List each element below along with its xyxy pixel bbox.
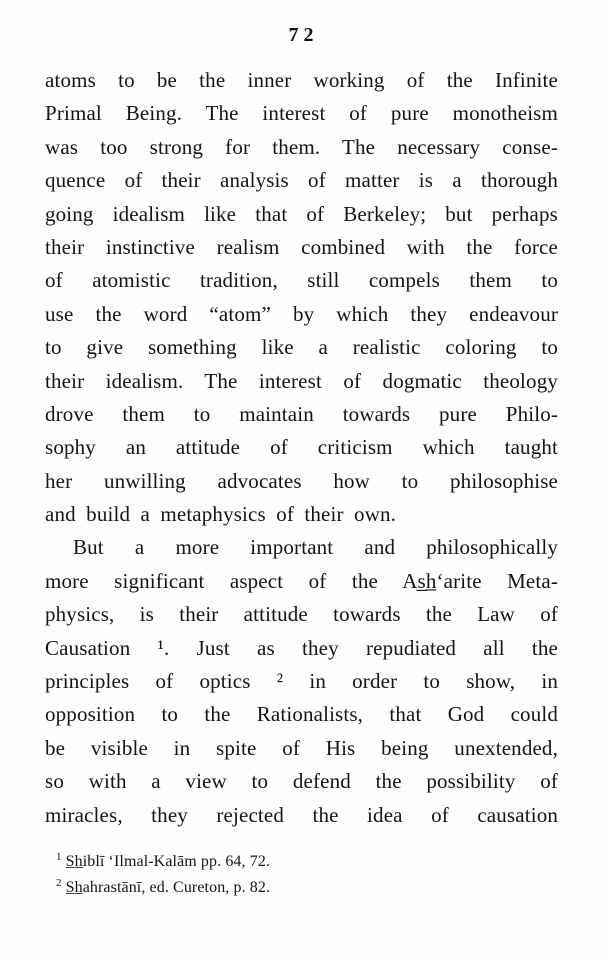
- text-line: and build a metaphysics of their own.: [45, 502, 397, 527]
- text-line: Causation ¹. Just as they repudiated all the: [45, 635, 558, 660]
- text-line: her unwilling advocates how to philosophise: [45, 468, 558, 493]
- footnote-marker: 2: [56, 877, 62, 890]
- text-line: But a more important and philosophically: [73, 535, 558, 560]
- footnotes-section: [56, 849, 558, 902]
- footnote-line: [56, 875, 558, 902]
- text-line: drove them to maintain towards pure Philo-: [45, 401, 558, 426]
- body-text: [45, 64, 558, 832]
- text-line: going idealism like that of Berkeley; but perhaps: [45, 201, 558, 226]
- text-line: of atomistic tradition, still compels them to: [45, 268, 558, 293]
- text-line: their instinctive realism combined with the force: [45, 234, 558, 259]
- text-line: opposition to the Rationalists, that God could: [45, 702, 558, 727]
- text-line: to give something like a realistic coloring to: [45, 335, 558, 360]
- text-line: miracles, they rejected the idea of causation: [45, 802, 558, 827]
- text-line: atoms to be the inner working of the Infinite: [45, 68, 558, 92]
- page-number: 72: [288, 24, 319, 46]
- footnote-text: S̲h̲ahrastānī, ed. Cureton, p. 82.: [65, 879, 271, 897]
- paragraph: [45, 64, 558, 531]
- paragraph: [45, 531, 558, 832]
- text-line: their idealism. The interest of dogmatic theology: [45, 368, 558, 393]
- footnote-marker: 1: [56, 850, 62, 863]
- footnote-text: S̲h̲iblī ‘Ilmal-Kalām pp. 64, 72.: [65, 852, 271, 870]
- text-line: be visible in spite of His being unextended,: [45, 735, 558, 760]
- text-line: quence of their analysis of matter is a thorough: [45, 168, 558, 193]
- text-line: more significant aspect of the As̲h̲‘arite Meta-: [45, 568, 558, 593]
- text-line: physics, is their attitude towards the Law of: [45, 602, 558, 627]
- text-line: Primal Being. The interest of pure monotheism: [45, 101, 558, 126]
- footnote-line: [56, 849, 558, 876]
- text-line: was too strong for them. The necessary conse-: [45, 134, 558, 159]
- text-line: so with a view to defend the possibility of: [45, 769, 558, 794]
- text-line: sophy an attitude of criticism which taught: [45, 435, 558, 460]
- text-line: use the word “atom” by which they endeavour: [45, 301, 558, 326]
- text-line: principles of optics ² in order to show, in: [45, 669, 558, 694]
